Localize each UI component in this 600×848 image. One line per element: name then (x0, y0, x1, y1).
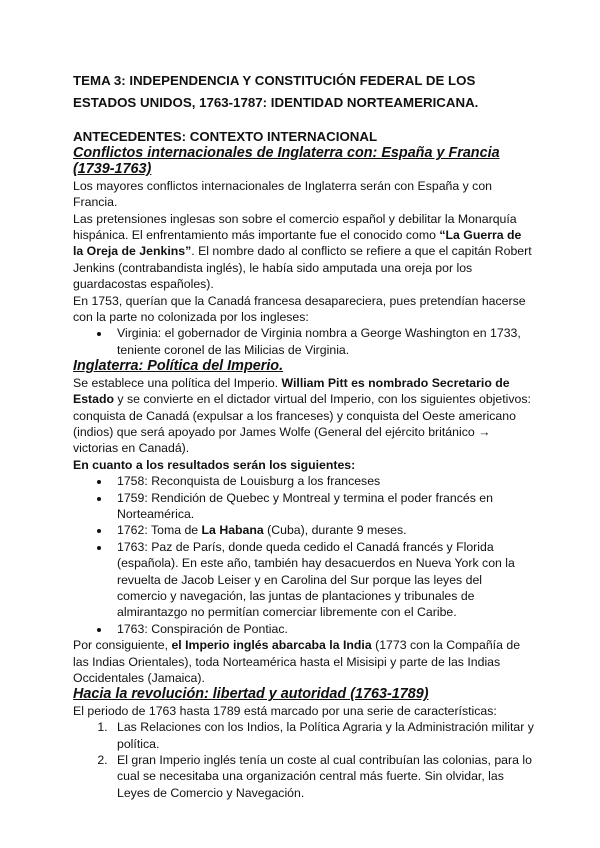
subsection-heading-conflictos: Conflictos internacionales de Inglaterra con: España y Francia (1739-1763) (73, 145, 500, 178)
list-item: 2. El gran Imperio inglés tenía un coste al cual contribuían las colonias, para lo cual se necesitaba una organización central más fuerte. Sin olvidar, las Leyes de Comercio y Navegación. (111, 752, 535, 801)
bold-text: el Imperio inglés abarcaba la India (171, 638, 372, 653)
document-body (73, 128, 535, 801)
paragraph: Por consiguiente, el Imperio inglés abarcaba la India (1773 con la Compañía de las Indias Orientales), toda Norteamérica hasta el Misisipi y parte de las Indias Occidentales (Jamaica). (73, 638, 521, 685)
paragraph: Se establece una política del Imperio. William Pitt es nombrado Secretario de Estado y se convierte en el dictador virtual del Imperio, con los siguientes objetivos: conquista de Canadá (expulsar a los franceses) y conquista del Oeste americano (indios) que será apoyado por James Wolfe (General del ejército británico → victorias en Canadá). (73, 375, 531, 456)
paragraph: Los mayores conflictos internacionales de Inglaterra serán con España y con Francia. (73, 178, 493, 210)
list-item: • 1763: Conspiración de Pontiac. (111, 621, 535, 637)
list-item: • 1759: Rendición de Quebec y Montreal y termina el poder francés en Norteamérica. (111, 490, 535, 523)
bullet-list (73, 473, 535, 637)
bold-text: William Pitt es nombrado Secretario de Estado (73, 375, 510, 407)
paragraph: En 1753, querían que la Canadá francesa desapareciera, pues pretendían hacerse con la parte no colonizada por los ingleses: (73, 293, 526, 325)
document-title: TEMA 3: INDEPENDENCIA Y CONSTITUCIÓN FEDERAL DE LOS ESTADOS UNIDOS, 1763-1787: IDENTIDAD NORTEAMERICANA. (73, 73, 479, 110)
bold-text: “La Guerra de la Oreja de Jenkins” (73, 228, 522, 259)
list-item: 1. Las Relaciones con los Indios, la Política Agraria y la Administración militar y política. (111, 719, 535, 752)
list-item: • 1762: Toma de La Habana (Cuba), durante 9 meses. (111, 522, 535, 538)
subsection-heading-revolucion: Hacia la revolución: libertad y autoridad (1763-1789) (73, 686, 429, 703)
results-heading: En cuanto a los resultados serán los siguientes: (73, 457, 356, 472)
subsection-heading-politica-imperio: Inglaterra: Política del Imperio. (73, 358, 284, 375)
list-item: • Virginia: el gobernador de Virginia nombra a George Washington en 1733, teniente coronel de las Milicias de Virginia. (111, 325, 535, 358)
bullet-list (73, 325, 535, 358)
paragraph: Las pretensiones inglesas son sobre el comercio español y debilitar la Monarquía hispánica. El enfrentamiento más importante fue el conocido como “La Guerra de la Oreja de Jenkins”. El nombre dado al conflicto se refiere a que el capitán Robert Jenkins (contrabandista inglés), le había sido amputada una oreja por los guardacostas españoles). (73, 211, 532, 292)
list-item: • 1758: Reconquista de Louisburg a los franceses (111, 473, 535, 489)
paragraph: El periodo de 1763 hasta 1789 está marcado por una serie de características: (73, 703, 497, 718)
list-item: • 1763: Paz de París, donde queda cedido el Canadá francés y Florida (española). En este año, también hay desacuerdos en Nueva York con la revuelta de Jacob Leiser y en Carolina del Sur porque las leyes del comercio y navegación, las juntas de plantaciones y tribunales de almirantazgo no permitían comerciar libremente con el Caribe. (111, 539, 535, 621)
numbered-list (73, 719, 535, 801)
bold-text: La Habana (201, 523, 264, 538)
section-heading: ANTECEDENTES: CONTEXTO INTERNACIONAL (73, 129, 378, 144)
